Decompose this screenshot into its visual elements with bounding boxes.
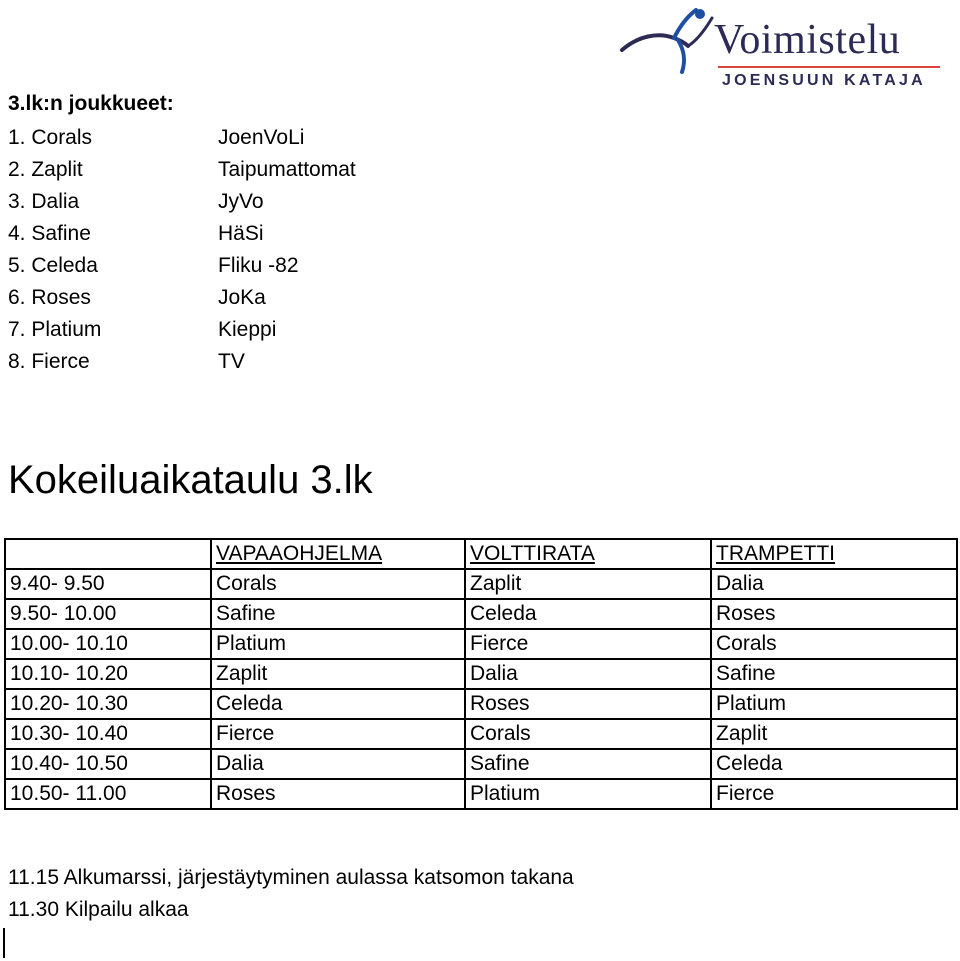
team-name: 8. Fierce [8,350,90,373]
time-cell: 10.30- 10.40 [5,719,211,749]
vapaa-cell: Roses [211,779,465,809]
volt-cell: Safine [465,749,711,779]
header-volttirata: VOLTTIRATA [465,539,711,569]
volt-cell: Celeda [465,599,711,629]
team-name: 5. Celeda [8,254,98,277]
vapaa-cell: Safine [211,599,465,629]
team-name: 7. Platium [8,318,102,341]
time-cell: 9.50- 10.00 [5,599,211,629]
header-time [5,539,211,569]
team-name: 4. Safine [8,222,91,245]
tramp-cell: Celeda [711,749,957,779]
schedule-notes [8,862,574,926]
text-cursor [3,928,5,958]
header-trampetti: TRAMPETTI [711,539,957,569]
note-line: 11.15 Alkumarssi, järjestäytyminen aulassa katsomon takana [8,866,574,889]
note-line: 11.30 Kilpailu alkaa [8,898,189,921]
logo-wordmark: Voimistelu [714,17,901,63]
volt-cell: Corals [465,719,711,749]
volt-cell: Platium [465,779,711,809]
team-club: JoKa [218,286,266,309]
voimistelu-logo [618,6,948,96]
team-club: Fliku -82 [218,254,299,277]
vapaa-cell: Platium [211,629,465,659]
table-row [5,599,957,629]
team-name: 6. Roses [8,286,91,309]
table-row [5,659,957,689]
team-name: 3. Dalia [8,190,80,213]
table-row [5,719,957,749]
volt-cell: Zaplit [465,569,711,599]
logo-subtitle: JOENSUUN KATAJA [722,72,926,89]
team-name: 2. Zaplit [8,158,83,181]
time-cell: 9.40- 9.50 [5,569,211,599]
table-row [5,629,957,659]
team-club: HäSi [218,222,264,245]
team-club: JyVo [218,190,264,213]
time-cell: 10.10- 10.20 [5,659,211,689]
vapaa-cell: Dalia [211,749,465,779]
tramp-cell: Safine [711,659,957,689]
team-club: Kieppi [218,318,277,341]
time-cell: 10.40- 10.50 [5,749,211,779]
table-header-row [5,539,957,569]
volt-cell: Roses [465,689,711,719]
vapaa-cell: Corals [211,569,465,599]
table-row [5,749,957,779]
volt-cell: Dalia [465,659,711,689]
vapaa-cell: Celeda [211,689,465,719]
time-cell: 10.20- 10.30 [5,689,211,719]
volt-cell: Fierce [465,629,711,659]
tramp-cell: Corals [711,629,957,659]
team-club: JoenVoLi [218,126,305,149]
team-club: TV [218,350,245,373]
tramp-cell: Dalia [711,569,957,599]
gymnast-icon [618,6,718,76]
team-name: 1. Corals [8,126,93,149]
vapaa-cell: Fierce [211,719,465,749]
logo-divider [718,66,940,68]
tramp-cell: Zaplit [711,719,957,749]
tramp-cell: Platium [711,689,957,719]
schedule-table [4,538,958,810]
tramp-cell: Roses [711,599,957,629]
time-cell: 10.00- 10.10 [5,629,211,659]
table-row [5,779,957,809]
teams-heading: 3.lk:n joukkueet: [8,92,174,115]
team-club: Taipumattomat [218,158,356,181]
table-row [5,569,957,599]
vapaa-cell: Zaplit [211,659,465,689]
header-vapaaohjelma: VAPAAOHJELMA [211,539,465,569]
tramp-cell: Fierce [711,779,957,809]
schedule-title: Kokeiluaikataulu 3.lk [8,458,373,502]
time-cell: 10.50- 11.00 [5,779,211,809]
table-row [5,689,957,719]
